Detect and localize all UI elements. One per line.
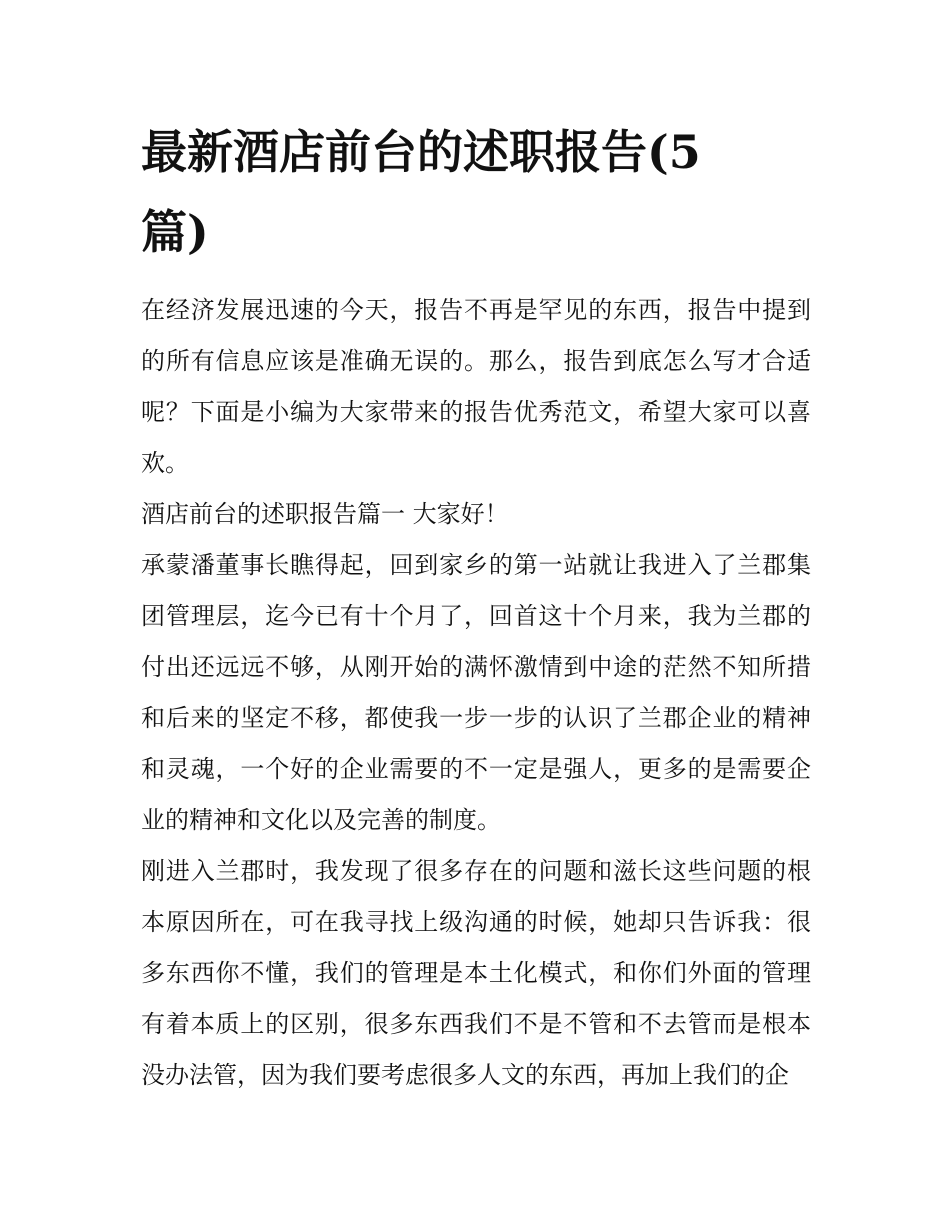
paragraph-intro: 在经济发展迅速的今天，报告不再是罕见的东西，报告中提到的所有信息应该是准确无误的。那么，报告到底怎么写才合适呢？下面是小编为大家带来的报告优秀范文，希望大家可以喜欢。: [141, 296, 811, 477]
document-page: [141, 112, 811, 1101]
paragraph-section-heading: 酒店前台的述职报告篇一 大家好！: [141, 500, 509, 528]
document-title: 最新酒店前台的述职报告(5篇): [141, 125, 701, 259]
paragraph-body-1: 承蒙潘董事长瞧得起，回到家乡的第一站就让我进入了兰郡集团管理层，迄今已有十个月了，回首这十个月来，我为兰郡的付出还远远不够，从刚开始的满怀激情到中途的茫然不知所措和后来的坚定不移，都使我一步一步的认识了兰郡企业的精神和灵魂，一个好的企业需要的不一定是强人，更多的是需要企业的精神和文化以及完善的制度。: [141, 551, 811, 834]
paragraph-body-2: 刚进入兰郡时，我发现了很多存在的问题和滋长这些问题的根本原因所在，可在我寻找上级沟通的时候，她却只告诉我：很多东西你不懂，我们的管理是本土化模式，和你们外面的管理有着本质上的区别，很多东西我们不是不管和不去管而是根本没办法管，因为我们要考虑很多人文的东西，再加上我们的企: [141, 857, 811, 1089]
